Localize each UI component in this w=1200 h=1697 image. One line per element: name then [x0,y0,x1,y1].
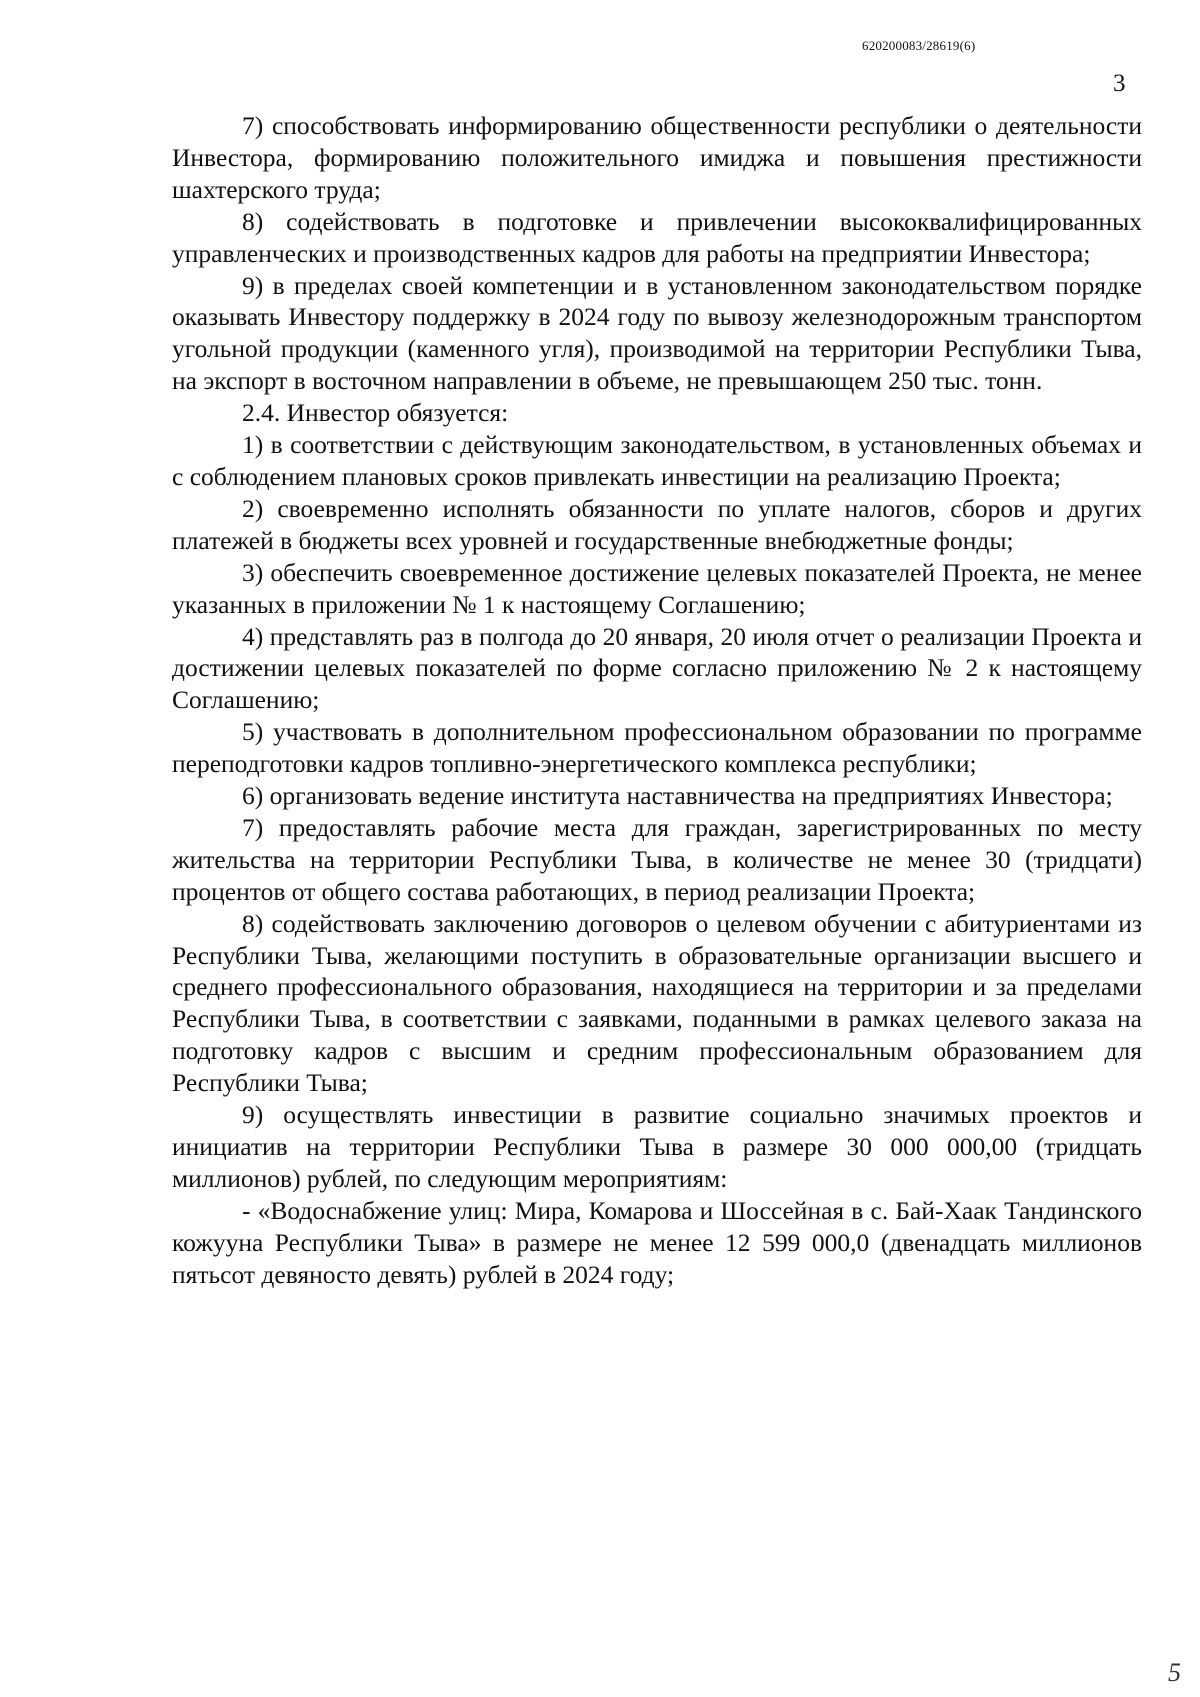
document-id: 620200083/28619(6) [862,38,976,53]
paragraph-investor-item-2: 2) своевременно исполнять обязанности по уплате налогов, сборов и других платежей в бюджеты всех уровней и государственные внебюджетные фонды; [172,493,1142,555]
paragraph-investor-item-4: 4) представлять раз в полгода до 20 января, 20 июля отчет о реализации Проекта и достижении целевых показателей по форме согласно приложению № 2 к настоящему Соглашению; [172,621,1142,715]
paragraph-section-2-4: 2.4. Инвестор обязуется: [242,398,509,428]
paragraph-water-supply: - «Водоснабжение улиц: Мира, Комарова и Шоссейная в с. Бай-Хаак Тандинского кожууна Республики Тыва» в размере не менее 12 599 000,0 (двенадцать миллионов пятьсот девяносто девять) рублей в 2024 году; [172,1195,1142,1289]
paragraph-investor-item-9: 9) осуществлять инвестиции в развитие социально значимых проектов и инициатив на территории Республики Тыва в размере 30 000 000,00 (тридцать миллионов) рублей, по следующим мероприятиям: [172,1100,1142,1193]
paragraph-investor-item-5: 5) участвовать в дополнительном профессиональном образовании по программе переподготовки кадров топливно-энергетического комплекса республики; [172,717,1142,779]
paragraph-investor-item-7: 7) предоставлять рабочие места для граждан, зарегистрированных по месту жительства на территории Республики Тыва, в количестве не менее 30 (тридцати) процентов от общего состава работающих, в период реализации Проекта; [172,812,1142,906]
document-body [172,110,1142,1291]
paragraph-item-9-coal-export: 9) в пределах своей компетенции и в установленном законодательством порядке оказывать Инвестору поддержку в 2024 году по вывозу железнодорожным транспортом угольной продукции (каменного угля), производимой на территории Республики Тыва, на экспорт в восточном направлении в объеме, не превышающем 250 тыс. тонн. [172,270,1142,396]
paragraph-item-8-personnel: 8) содействовать в подготовке и привлечении высококвалифицированных управленческих и производственных кадров для работы на предприятии Инвестора; [172,206,1142,268]
page-number: 3 [1113,70,1126,97]
paragraph-investor-item-8: 8) содействовать заключению договоров о целевом обучении с абитуриентами из Республики Тыва, желающими поступить в образовательные организации высшего и среднего профессионального образования, находящиеся на территории и за пределами Республики Тыва, в соответствии с заявками, поданными в рамках целевого заказа на подготовку кадров с высшим и средним профессиональным образованием для Республики Тыва; [172,908,1142,1098]
margin-handwritten-mark: 5 [1168,1658,1181,1687]
paragraph-investor-item-6: 6) организовать ведение института наставничества на предприятиях Инвестора; [242,781,1113,811]
paragraph-item-7-informing: 7) способствовать информированию общественности республики о деятельности Инвестора, формированию положительного имиджа и повышения престижности шахтерского труда; [172,111,1142,204]
paragraph-investor-item-1: 1) в соответствии с действующим законодательством, в установленных объемах и с соблюдением плановых сроков привлекать инвестиции на реализацию Проекта; [172,430,1142,491]
paragraph-investor-item-3: 3) обеспечить своевременное достижение целевых показателей Проекта, не менее указанных в приложении № 1 к настоящему Соглашению; [172,557,1142,619]
